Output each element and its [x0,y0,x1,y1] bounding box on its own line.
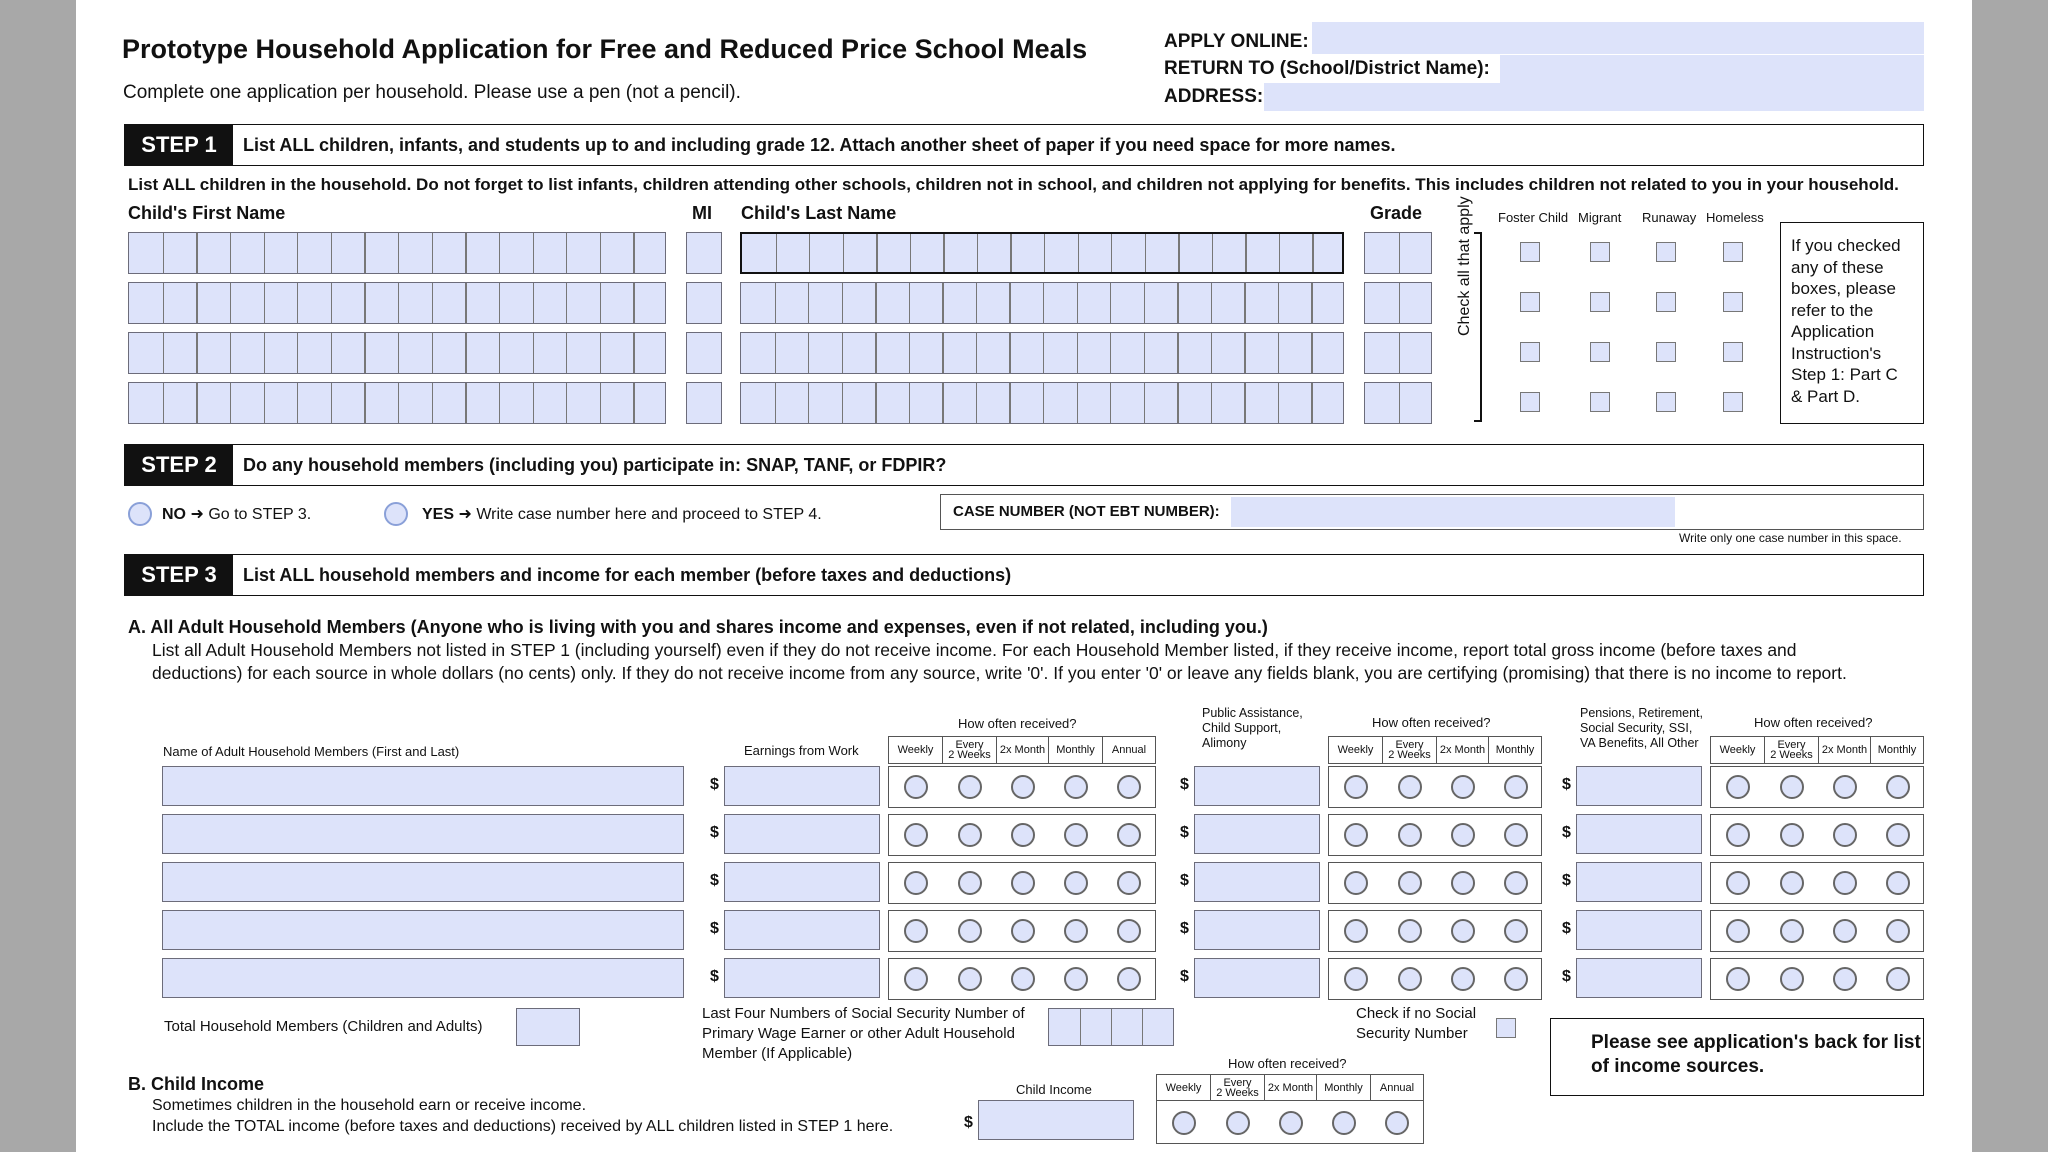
pensions-frequency-group [1710,766,1924,808]
frequency-radio[interactable] [958,871,982,895]
child-income-header: Child Income [1016,1082,1092,1097]
step1-heading: List ALL children, infants, and students up to and including grade 12. Attach another sheet of paper if you need space for more names. [243,134,1396,155]
homeless-checkbox[interactable] [1723,392,1743,412]
frequency-radio[interactable] [1011,919,1035,943]
adult-name-field[interactable] [162,862,684,902]
earnings-frequency-group [888,958,1156,1000]
pensions-frequency-group [1710,958,1924,1000]
frequency-radio[interactable] [1451,823,1475,847]
freq-weekly: Weekly [1329,737,1383,763]
frequency-radio[interactable] [1780,967,1804,991]
child-grade-field[interactable] [1364,382,1432,424]
child-last-name-header: Child's Last Name [741,203,897,223]
mi-header: MI [692,203,712,223]
pensions-header: Pensions, Retirement, Social Security, SSI, VA Benefits, All Other [1580,706,1703,750]
public-assistance-field[interactable] [1194,766,1320,806]
child-first-name-field[interactable] [128,382,666,424]
frequency-radio[interactable] [1726,823,1750,847]
child-first-name-field[interactable] [128,332,666,374]
dollar-sign: $ [1562,920,1571,937]
public-assistance-field[interactable] [1194,910,1320,950]
pensions-frequency-group [1710,910,1924,952]
case-number-box [940,494,1924,530]
frequency-radio[interactable] [1117,919,1141,943]
adult-name-field[interactable] [162,766,684,806]
apply-online-field[interactable] [1312,22,1924,54]
public-frequency-group [1328,766,1542,808]
no-radio[interactable] [128,502,152,526]
pensions-field[interactable] [1576,958,1702,998]
frequency-radio[interactable] [1886,967,1910,991]
runaway-checkbox[interactable] [1656,342,1676,362]
total-members-label: Total Household Members (Children and Adults) [164,1018,483,1035]
child-mi-field[interactable] [686,232,722,274]
freq-weekly: Weekly [889,737,943,763]
migrant-checkbox[interactable] [1590,242,1610,262]
bracket-bottom [1474,420,1482,422]
step1-label: STEP 1 [125,125,233,165]
step1-bar [124,124,1924,166]
child-grade-field[interactable] [1364,232,1432,274]
bracket-top [1474,232,1482,234]
pensions-field[interactable] [1576,766,1702,806]
dollar-sign: $ [710,776,719,793]
frequency-radio[interactable] [1780,919,1804,943]
frequency-radio[interactable] [1011,775,1035,799]
freq-2x-month: 2x Month [1437,737,1489,763]
frequency-radio[interactable] [1726,871,1750,895]
public-assistance-field[interactable] [1194,814,1320,854]
apply-online-label: APPLY ONLINE: [1164,31,1309,52]
frequency-radio[interactable] [1504,967,1528,991]
frequency-radio[interactable] [1398,919,1422,943]
return-to-field[interactable] [1500,55,1924,83]
child-first-name-header: Child's First Name [128,203,286,223]
freq-every-2-weeks: Every 2 Weeks [1383,737,1437,763]
dollar-sign: $ [1562,872,1571,889]
frequency-radio[interactable] [1780,871,1804,895]
public-frequency-group [1328,910,1542,952]
frequency-radio[interactable] [1064,871,1088,895]
no-label: NO [162,506,186,523]
frequency-radio[interactable] [904,967,928,991]
ssn-last-four-field[interactable] [1048,1008,1174,1046]
yes-text: Write case number here and proceed to STEP 4. [476,506,822,523]
frequency-radio[interactable] [1504,919,1528,943]
dollar-sign: $ [964,1114,973,1131]
part-b-title: B. Child Income [128,1074,265,1094]
freq-2x-month: 2x Month [997,737,1049,763]
frequency-radio[interactable] [1451,775,1475,799]
pensions-frequency-header [1710,736,1924,764]
migrant-checkbox[interactable] [1590,292,1610,312]
frequency-radio[interactable] [1117,871,1141,895]
application-page [76,0,1972,1152]
adult-name-header: Name of Adult Household Members (First and Last) [163,744,460,759]
case-number-label: CASE NUMBER (NOT EBT NUMBER): [953,503,1220,520]
migrant-header: Migrant [1578,210,1622,225]
adult-name-field[interactable] [162,958,684,998]
earnings-frequency-header [888,736,1156,764]
frequency-radio[interactable] [1726,967,1750,991]
frequency-radio[interactable] [1451,919,1475,943]
yes-radio[interactable] [384,502,408,526]
frequency-radio[interactable] [904,871,928,895]
frequency-radio[interactable] [1833,919,1857,943]
child-grade-field[interactable] [1364,282,1432,324]
frequency-radio[interactable] [1451,871,1475,895]
public-frequency-group [1328,814,1542,856]
freq-2x-month: 2x Month [1265,1075,1317,1101]
frequency-radio[interactable] [1011,871,1035,895]
no-text: Go to STEP 3. [208,506,312,523]
bracket-line [1480,232,1482,422]
how-often-header-pensions: How often received? [1754,715,1873,730]
frequency-radio[interactable] [1451,967,1475,991]
frequency-radio[interactable] [1226,1111,1250,1135]
homeless-header: Homeless [1706,210,1764,225]
frequency-radio[interactable] [1780,823,1804,847]
dollar-sign: $ [710,872,719,889]
child-last-name-field[interactable] [740,282,1344,324]
grade-header: Grade [1370,203,1423,223]
part-a-text-2: deductions) for each source in whole dollars (no cents) only. If they do not receive income from any source, write '0'. If you enter '0' or leave any fields blank, you are certifying (promising) that there is no income to report. [152,663,1847,683]
no-ssn-checkbox[interactable] [1496,1018,1516,1038]
frequency-radio[interactable] [1726,775,1750,799]
step3-bar [124,554,1924,596]
runaway-checkbox[interactable] [1656,392,1676,412]
dollar-sign: $ [1180,824,1189,841]
child-mi-field[interactable] [686,282,722,324]
frequency-radio[interactable] [1011,967,1035,991]
public-frequency-header [1328,736,1542,764]
dollar-sign: $ [1180,968,1189,985]
frequency-radio[interactable] [1398,775,1422,799]
dollar-sign: $ [1562,776,1571,793]
earnings-field[interactable] [724,910,880,950]
homeless-checkbox[interactable] [1723,242,1743,262]
yes-label: YES [422,506,455,523]
part-b-text-2: Include the TOTAL income (before taxes and deductions) received by ALL children listed in STEP 1 here. [152,1118,894,1135]
runaway-checkbox[interactable] [1656,292,1676,312]
frequency-radio[interactable] [1332,1111,1356,1135]
public-assistance-header: Public Assistance, Child Support, Alimony [1202,706,1303,750]
earnings-frequency-group [888,766,1156,808]
pensions-field[interactable] [1576,862,1702,902]
freq-weekly: Weekly [1711,737,1765,763]
freq-monthly: Monthly [1049,737,1103,763]
status-note-box: If you checked any of these boxes, please refer to the Application Instruction's Step 1: Part C & Part D. [1780,222,1924,424]
frequency-radio[interactable] [1504,823,1528,847]
freq-every-2-weeks: Every 2 Weeks [943,737,997,763]
frequency-radio[interactable] [1780,775,1804,799]
frequency-radio[interactable] [958,775,982,799]
dollar-sign: $ [1562,824,1571,841]
frequency-radio[interactable] [1117,967,1141,991]
how-often-header-public: How often received? [1372,715,1491,730]
freq-2x-month: 2x Month [1819,737,1871,763]
check-all-label: Check all that apply [1456,196,1473,336]
frequency-radio[interactable] [1064,919,1088,943]
frequency-radio[interactable] [1398,967,1422,991]
frequency-radio[interactable] [1344,919,1368,943]
child-income-field[interactable] [978,1100,1134,1140]
frequency-radio[interactable] [1833,871,1857,895]
earnings-field[interactable] [724,766,880,806]
earnings-header: Earnings from Work [744,743,859,758]
frequency-radio[interactable] [1117,775,1141,799]
frequency-radio[interactable] [904,823,928,847]
freq-every-2-weeks: Every 2 Weeks [1765,737,1819,763]
case-number-field[interactable] [1231,497,1675,527]
arrow-right-icon: ➜ [458,506,472,523]
step2-heading [243,445,946,485]
frequency-radio[interactable] [1886,823,1910,847]
frequency-radio[interactable] [1726,919,1750,943]
public-assistance-field[interactable] [1194,958,1320,998]
runaway-checkbox[interactable] [1656,242,1676,262]
ssn-label: Last Four Numbers of Social Security Number of Primary Wage Earner or other Adult Household Member (If Applicable) [702,1005,1025,1062]
how-often-header-earnings: How often received? [958,716,1077,731]
dollar-sign: $ [1562,968,1571,985]
adult-name-field[interactable] [162,814,684,854]
child-mi-field[interactable] [686,332,722,374]
part-a-title: A. All Adult Household Members (Anyone who is living with you and shares income and expenses, even if not related, including you.) [128,617,1268,637]
child-first-name-field[interactable] [128,282,666,324]
frequency-radio[interactable] [904,919,928,943]
child-mi-field[interactable] [686,382,722,424]
frequency-radio[interactable] [1886,871,1910,895]
freq-weekly: Weekly [1157,1075,1211,1101]
freq-monthly: Monthly [1495,744,1535,756]
foster-child-checkbox[interactable] [1520,392,1540,412]
frequency-radio[interactable] [1504,871,1528,895]
frequency-radio[interactable] [1385,1111,1409,1135]
frequency-radio[interactable] [1833,967,1857,991]
child-grade-field[interactable] [1364,332,1432,374]
frequency-radio[interactable] [1344,775,1368,799]
part-a-text-1: List all Adult Household Members not listed in STEP 1 (including yourself) even if they do not receive income. For each Household Member listed, if they receive income, report total gross income (before taxes and [152,640,1797,660]
migrant-checkbox[interactable] [1590,342,1610,362]
step3-heading: List ALL household members and income for each member (before taxes and deductions) [243,564,1012,585]
frequency-radio[interactable] [1398,871,1422,895]
frequency-radio[interactable] [1344,823,1368,847]
frequency-radio[interactable] [1117,823,1141,847]
freq-every-2-weeks: Every 2 Weeks [1211,1075,1265,1101]
earnings-field[interactable] [724,862,880,902]
part-b-text-1: Sometimes children in the household earn or receive income. [152,1097,587,1114]
freq-monthly: Monthly [1877,744,1917,756]
case-number-note: Write only one case number in this space. [1679,531,1902,545]
foster-child-checkbox[interactable] [1520,292,1540,312]
frequency-radio[interactable] [1833,823,1857,847]
frequency-radio[interactable] [1064,967,1088,991]
dollar-sign: $ [710,824,719,841]
child-last-name-field[interactable] [740,232,1344,274]
homeless-checkbox[interactable] [1723,292,1743,312]
foster-child-checkbox[interactable] [1520,342,1540,362]
foster-child-header: Foster Child [1498,210,1569,225]
homeless-checkbox[interactable] [1723,342,1743,362]
return-to-label: RETURN TO (School/District Name): [1164,58,1490,79]
form-title: Prototype Household Application for Free and Reduced Price School Meals [122,34,1088,64]
adult-name-field[interactable] [162,910,684,950]
frequency-radio[interactable] [1504,775,1528,799]
child-last-name-field[interactable] [740,382,1344,424]
child-first-name-field[interactable] [128,232,666,274]
earnings-field[interactable] [724,958,880,998]
frequency-radio[interactable] [1886,775,1910,799]
step2-heading-prefix: Do any household members (including you) participate in: [243,454,742,475]
frequency-radio[interactable] [958,919,982,943]
arrow-right-icon: ➜ [190,506,204,523]
migrant-checkbox[interactable] [1590,392,1610,412]
child-frequency-box [1156,1074,1424,1144]
freq-annual: Annual [1371,1075,1423,1101]
frequency-radio[interactable] [904,775,928,799]
frequency-radio[interactable] [1344,967,1368,991]
step3-label: STEP 3 [125,555,233,595]
frequency-radio[interactable] [958,967,982,991]
step1-instruction: List ALL children in the household. Do not forget to list infants, children attending other schools, children not in school, and children not applying for benefits. This includes children not related to you in your household. [128,175,1899,194]
pensions-frequency-group [1710,814,1924,856]
freq-monthly: Monthly [1317,1075,1371,1101]
earnings-frequency-group [888,814,1156,856]
foster-child-checkbox[interactable] [1520,242,1540,262]
dollar-sign: $ [710,968,719,985]
dollar-sign: $ [1180,872,1189,889]
frequency-radio[interactable] [1398,823,1422,847]
public-assistance-field[interactable] [1194,862,1320,902]
pensions-frequency-group [1710,862,1924,904]
frequency-radio[interactable] [1064,823,1088,847]
earnings-frequency-group [888,910,1156,952]
frequency-radio[interactable] [1833,775,1857,799]
step2-label: STEP 2 [125,445,233,485]
no-option [162,504,311,524]
no-ssn-label: Check if no Social Security Number [1356,1005,1477,1042]
dollar-sign: $ [1180,920,1189,937]
dollar-sign: $ [710,920,719,937]
frequency-radio[interactable] [1011,823,1035,847]
public-frequency-group [1328,862,1542,904]
step2-bar [124,444,1924,486]
pensions-field[interactable] [1576,910,1702,950]
earnings-frequency-group [888,862,1156,904]
form-subtitle: Complete one application per household. Please use a pen (not a pencil). [123,82,741,103]
address-label: ADDRESS: [1164,86,1264,107]
how-often-header-child: How often received? [1228,1056,1347,1071]
child-last-name-field[interactable] [740,332,1344,374]
frequency-radio[interactable] [1279,1111,1303,1135]
public-frequency-group [1328,958,1542,1000]
yes-option [422,504,822,524]
address-field[interactable] [1264,83,1924,111]
freq-annual: Annual [1111,744,1147,756]
frequency-radio[interactable] [1344,871,1368,895]
frequency-radio[interactable] [1886,919,1910,943]
frequency-radio[interactable] [1172,1111,1196,1135]
total-members-field[interactable] [516,1008,580,1046]
pensions-field[interactable] [1576,814,1702,854]
earnings-field[interactable] [724,814,880,854]
step2-programs: SNAP, TANF, or FDPIR? [746,454,947,475]
runaway-header: Runaway [1642,210,1697,225]
frequency-radio[interactable] [1064,775,1088,799]
dollar-sign: $ [1180,776,1189,793]
frequency-radio[interactable] [958,823,982,847]
see-back-note: Please see application's back for list of income sources. [1550,1018,1924,1096]
